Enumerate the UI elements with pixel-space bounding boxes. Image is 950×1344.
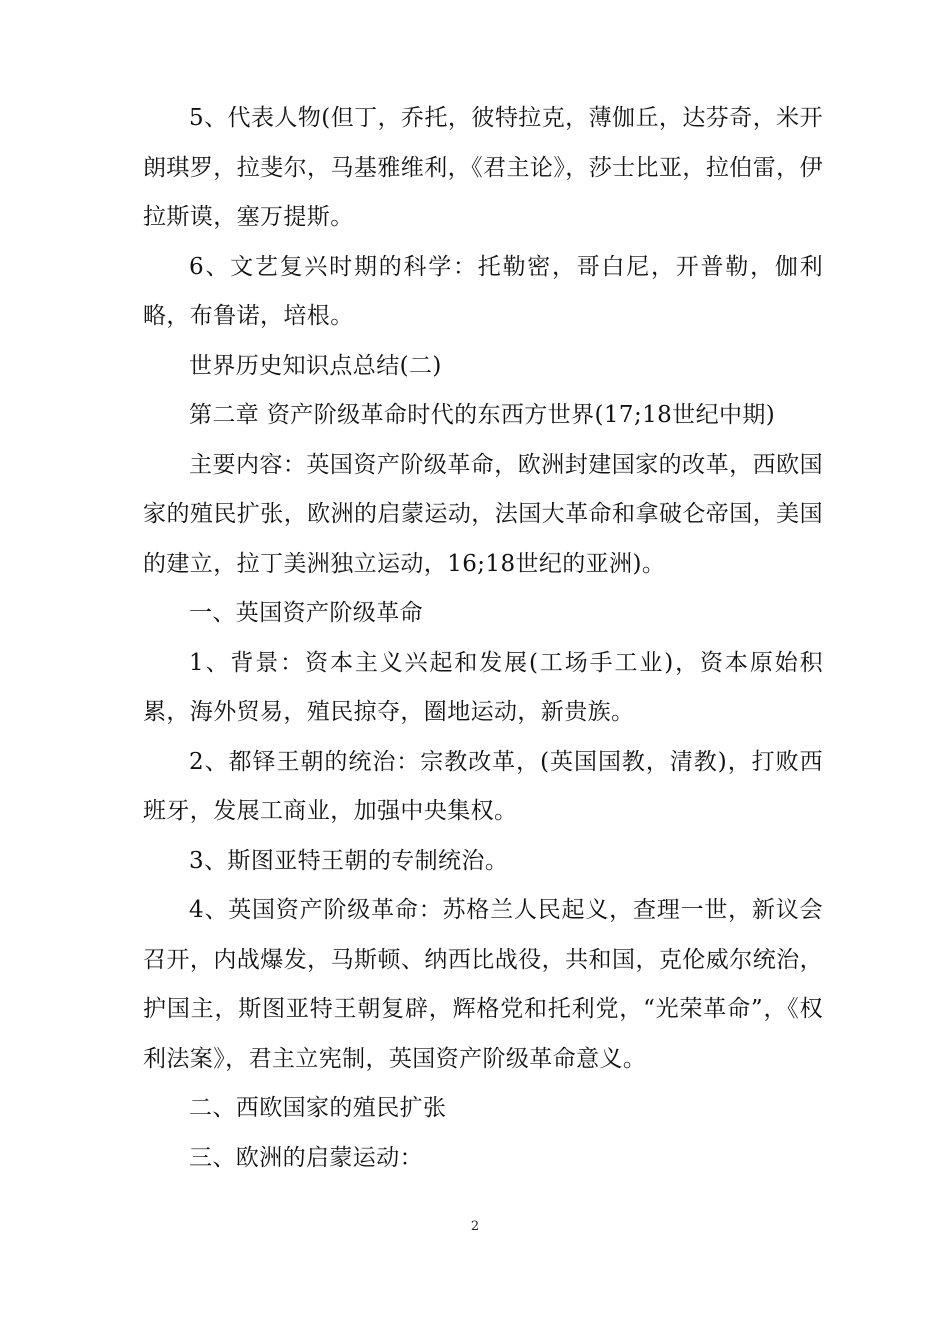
heading-enlightenment: 三、欧洲的启蒙运动： [189,1144,423,1171]
paragraph-english-revolution: 4、英国资产阶级革命：苏格兰人民起义，查理一世，新议会召开，内战爆发，马斯顿、纳西比战役，共和国，克伦威尔统治，护国主，斯图亚特王朝复辟，辉格党和托利党，“光荣革命”，《权利法案》，君主立宪制，英国资产阶级革命意义。 [143,897,823,1072]
section-title: 世界历史知识点总结(二) [189,352,442,379]
heading-english-revolution: 一、英国资产阶级革命 [189,600,423,626]
heading-colonial-expansion: 二、西欧国家的殖民扩张 [189,1095,447,1121]
paragraph-main-content: 主要内容：英国资产阶级革命，欧洲封建国家的改革，西欧国家的殖民扩张，欧洲的启蒙运动，法国大革命和拿破仑帝国，美国的建立，拉丁美洲独立运动，16;18世纪的亚洲)。 [143,451,823,577]
paragraph-background: 1、背景：资本主义兴起和发展(工场手工业)，资本原始积累，海外贸易，殖民掠夺，圈地运动，新贵族。 [143,649,823,725]
paragraph-representative-figures: 5、代表人物(但丁，乔托，彼特拉克，薄伽丘，达芬奇，米开朗琪罗，拉斐尔，马基雅维利，《君主论》，莎士比亚，拉伯雷，伊拉斯谟，塞万提斯。 [143,105,823,230]
chapter-heading: 第二章 资产阶级革命时代的东西方世界(17;18世纪中期) [189,402,776,428]
page-number: 2 [470,1219,480,1234]
paragraph-tudor-dynasty: 2、都铎王朝的统治：宗教改革，(英国国教，清教)，打败西班牙，发展工商业，加强中央集权。 [143,748,823,824]
paragraph-stuart-dynasty: 3、斯图亚特王朝的专制统治。 [189,847,509,874]
document-body [143,94,823,1183]
paragraph-renaissance-science: 6、文艺复兴时期的科学：托勒密，哥白尼，开普勒，伽利略，布鲁诺，培根。 [143,253,823,329]
